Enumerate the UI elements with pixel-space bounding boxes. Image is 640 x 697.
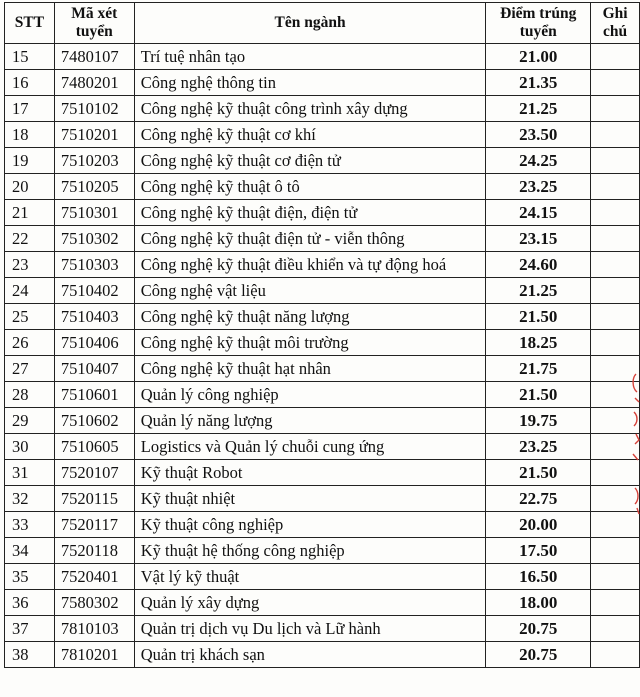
table-row bbox=[5, 330, 640, 356]
row-score-cell: 20.75 bbox=[486, 616, 591, 642]
row-code-cell: 7510302 bbox=[54, 226, 134, 252]
row-score-cell: 21.50 bbox=[486, 382, 591, 408]
row-code-cell: 7510602 bbox=[54, 408, 134, 434]
row-stt-cell: 34 bbox=[5, 538, 55, 564]
row-code-cell: 7520118 bbox=[54, 538, 134, 564]
row-note-cell bbox=[591, 330, 640, 356]
header-code: Mã xét tuyển bbox=[54, 3, 134, 44]
row-code-cell: 7510301 bbox=[54, 200, 134, 226]
row-stt-cell: 23 bbox=[5, 252, 55, 278]
table-row bbox=[5, 564, 640, 590]
row-stt-cell: 15 bbox=[5, 44, 55, 70]
row-note-cell bbox=[591, 642, 640, 668]
row-code-cell: 7510402 bbox=[54, 278, 134, 304]
row-stt-cell: 37 bbox=[5, 616, 55, 642]
table-row bbox=[5, 148, 640, 174]
row-score-cell: 19.75 bbox=[486, 408, 591, 434]
row-note-cell bbox=[591, 174, 640, 200]
table-row bbox=[5, 252, 640, 278]
row-stt-cell: 16 bbox=[5, 70, 55, 96]
row-code-cell: 7510303 bbox=[54, 252, 134, 278]
row-note-cell bbox=[591, 304, 640, 330]
header-stt: STT bbox=[5, 3, 55, 44]
row-note-cell bbox=[591, 122, 640, 148]
row-score-cell: 17.50 bbox=[486, 538, 591, 564]
row-score-cell: 21.50 bbox=[486, 304, 591, 330]
row-code-cell: 7520117 bbox=[54, 512, 134, 538]
row-note-cell bbox=[591, 200, 640, 226]
row-code-cell: 7510201 bbox=[54, 122, 134, 148]
row-stt-cell: 33 bbox=[5, 512, 55, 538]
red-stamp-edge bbox=[626, 368, 640, 518]
table-row bbox=[5, 174, 640, 200]
table-body bbox=[5, 44, 640, 668]
row-name-cell: Công nghệ thông tin bbox=[134, 70, 486, 96]
header-note: Ghi chú bbox=[591, 3, 640, 44]
table-row bbox=[5, 538, 640, 564]
row-score-cell: 24.15 bbox=[486, 200, 591, 226]
table-row bbox=[5, 512, 640, 538]
row-name-cell: Công nghệ kỹ thuật môi trường bbox=[134, 330, 486, 356]
row-score-cell: 23.25 bbox=[486, 174, 591, 200]
row-note-cell bbox=[591, 616, 640, 642]
row-score-cell: 16.50 bbox=[486, 564, 591, 590]
row-code-cell: 7510102 bbox=[54, 96, 134, 122]
row-name-cell: Vật lý kỹ thuật bbox=[134, 564, 486, 590]
row-note-cell bbox=[591, 564, 640, 590]
row-score-cell: 24.60 bbox=[486, 252, 591, 278]
row-note-cell bbox=[591, 278, 640, 304]
row-name-cell: Quản lý năng lượng bbox=[134, 408, 486, 434]
row-score-cell: 23.15 bbox=[486, 226, 591, 252]
table-row bbox=[5, 460, 640, 486]
row-note-cell bbox=[591, 252, 640, 278]
row-stt-cell: 19 bbox=[5, 148, 55, 174]
row-code-cell: 7510203 bbox=[54, 148, 134, 174]
row-score-cell: 18.00 bbox=[486, 590, 591, 616]
row-name-cell: Công nghệ kỹ thuật cơ khí bbox=[134, 122, 486, 148]
row-score-cell: 20.75 bbox=[486, 642, 591, 668]
row-name-cell: Công nghệ kỹ thuật năng lượng bbox=[134, 304, 486, 330]
table-row bbox=[5, 434, 640, 460]
row-stt-cell: 17 bbox=[5, 96, 55, 122]
row-code-cell: 7510601 bbox=[54, 382, 134, 408]
row-name-cell: Trí tuệ nhân tạo bbox=[134, 44, 486, 70]
table-row bbox=[5, 304, 640, 330]
row-score-cell: 21.35 bbox=[486, 70, 591, 96]
table-row bbox=[5, 642, 640, 668]
row-stt-cell: 32 bbox=[5, 486, 55, 512]
row-code-cell: 7510403 bbox=[54, 304, 134, 330]
row-note-cell bbox=[591, 148, 640, 174]
admission-scores-table bbox=[4, 2, 640, 668]
row-stt-cell: 25 bbox=[5, 304, 55, 330]
table-row bbox=[5, 356, 640, 382]
row-code-cell: 7510407 bbox=[54, 356, 134, 382]
row-score-cell: 18.25 bbox=[486, 330, 591, 356]
row-name-cell: Công nghệ kỹ thuật hạt nhân bbox=[134, 356, 486, 382]
row-code-cell: 7510605 bbox=[54, 434, 134, 460]
row-code-cell: 7520401 bbox=[54, 564, 134, 590]
row-note-cell bbox=[591, 590, 640, 616]
row-score-cell: 23.50 bbox=[486, 122, 591, 148]
row-stt-cell: 21 bbox=[5, 200, 55, 226]
row-stt-cell: 35 bbox=[5, 564, 55, 590]
table-row bbox=[5, 382, 640, 408]
row-score-cell: 21.50 bbox=[486, 460, 591, 486]
header-score: Điểm trúng tuyển bbox=[486, 3, 591, 44]
stamp-marks bbox=[633, 374, 639, 514]
table-header-row bbox=[5, 3, 640, 44]
row-code-cell: 7520115 bbox=[54, 486, 134, 512]
table-row bbox=[5, 44, 640, 70]
row-stt-cell: 27 bbox=[5, 356, 55, 382]
row-name-cell: Công nghệ vật liệu bbox=[134, 278, 486, 304]
table-row bbox=[5, 200, 640, 226]
row-name-cell: Kỹ thuật công nghiệp bbox=[134, 512, 486, 538]
row-name-cell: Công nghệ kỹ thuật cơ điện tử bbox=[134, 148, 486, 174]
row-stt-cell: 30 bbox=[5, 434, 55, 460]
table-row bbox=[5, 226, 640, 252]
row-stt-cell: 18 bbox=[5, 122, 55, 148]
row-name-cell: Công nghệ kỹ thuật ô tô bbox=[134, 174, 486, 200]
table-row bbox=[5, 486, 640, 512]
row-code-cell: 7580302 bbox=[54, 590, 134, 616]
table-row bbox=[5, 122, 640, 148]
row-note-cell bbox=[591, 96, 640, 122]
row-score-cell: 21.25 bbox=[486, 278, 591, 304]
row-score-cell: 23.25 bbox=[486, 434, 591, 460]
row-score-cell: 21.25 bbox=[486, 96, 591, 122]
row-code-cell: 7480201 bbox=[54, 70, 134, 96]
row-stt-cell: 29 bbox=[5, 408, 55, 434]
row-stt-cell: 26 bbox=[5, 330, 55, 356]
row-score-cell: 21.00 bbox=[486, 44, 591, 70]
row-stt-cell: 36 bbox=[5, 590, 55, 616]
row-code-cell: 7510205 bbox=[54, 174, 134, 200]
row-name-cell: Logistics và Quản lý chuỗi cung ứng bbox=[134, 434, 486, 460]
row-stt-cell: 28 bbox=[5, 382, 55, 408]
row-code-cell: 7810103 bbox=[54, 616, 134, 642]
row-name-cell: Quản lý xây dựng bbox=[134, 590, 486, 616]
row-note-cell bbox=[591, 70, 640, 96]
table-row bbox=[5, 278, 640, 304]
row-score-cell: 20.00 bbox=[486, 512, 591, 538]
row-name-cell: Quản trị khách sạn bbox=[134, 642, 486, 668]
table-row bbox=[5, 616, 640, 642]
row-name-cell: Công nghệ kỹ thuật điện, điện tử bbox=[134, 200, 486, 226]
row-name-cell: Quản lý công nghiệp bbox=[134, 382, 486, 408]
header-name: Tên ngành bbox=[134, 3, 486, 44]
row-name-cell: Kỹ thuật hệ thống công nghiệp bbox=[134, 538, 486, 564]
row-name-cell: Công nghệ kỹ thuật điện tử - viễn thông bbox=[134, 226, 486, 252]
row-name-cell: Kỹ thuật Robot bbox=[134, 460, 486, 486]
row-name-cell: Kỹ thuật nhiệt bbox=[134, 486, 486, 512]
row-stt-cell: 24 bbox=[5, 278, 55, 304]
row-note-cell bbox=[591, 538, 640, 564]
row-score-cell: 21.75 bbox=[486, 356, 591, 382]
table-row bbox=[5, 408, 640, 434]
row-stt-cell: 38 bbox=[5, 642, 55, 668]
row-code-cell: 7520107 bbox=[54, 460, 134, 486]
row-note-cell bbox=[591, 226, 640, 252]
row-name-cell: Quản trị dịch vụ Du lịch và Lữ hành bbox=[134, 616, 486, 642]
row-name-cell: Công nghệ kỹ thuật công trình xây dựng bbox=[134, 96, 486, 122]
table-row bbox=[5, 96, 640, 122]
table-row bbox=[5, 70, 640, 96]
row-code-cell: 7510406 bbox=[54, 330, 134, 356]
row-score-cell: 24.25 bbox=[486, 148, 591, 174]
row-name-cell: Công nghệ kỹ thuật điều khiển và tự động hoá bbox=[134, 252, 486, 278]
row-stt-cell: 22 bbox=[5, 226, 55, 252]
row-code-cell: 7480107 bbox=[54, 44, 134, 70]
row-score-cell: 22.75 bbox=[486, 486, 591, 512]
row-stt-cell: 20 bbox=[5, 174, 55, 200]
row-code-cell: 7810201 bbox=[54, 642, 134, 668]
row-note-cell bbox=[591, 44, 640, 70]
row-stt-cell: 31 bbox=[5, 460, 55, 486]
table-row bbox=[5, 590, 640, 616]
